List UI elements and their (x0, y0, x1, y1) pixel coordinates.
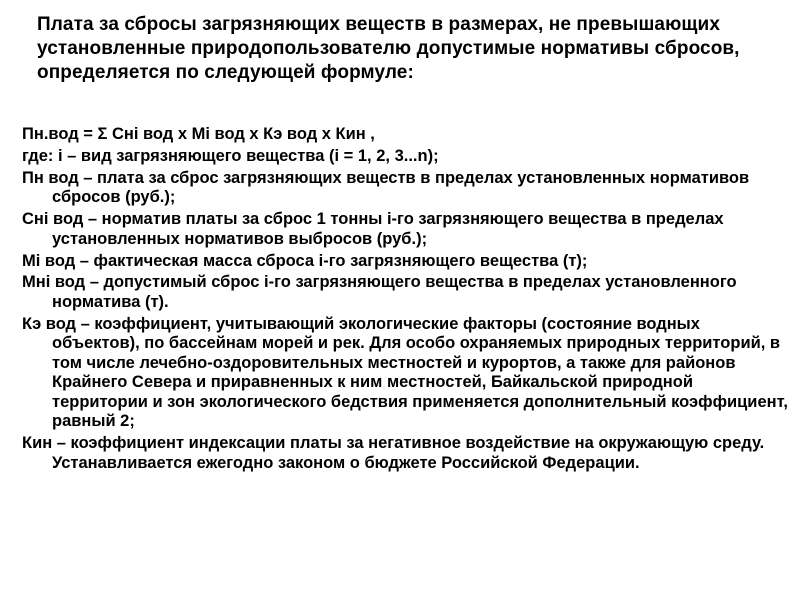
definition-mi-vod: Мi вод – фактическая масса сброса i-го загрязняющего вещества (т); (22, 251, 588, 270)
definition-pn-vod: Пн вод – плата за сброс загрязняющих веществ в пределах установленных нормативов сбросов (руб.); (22, 168, 750, 207)
index-definition: где: i – вид загрязняющего вещества (i = 1, 2, 3...n); (22, 146, 439, 165)
formula-description (22, 125, 792, 476)
definition-mni-vod: Мнi вод – допустимый сброс i-го загрязняющего вещества в пределах установленного норматива (т). (22, 273, 737, 311)
formula-line: Пн.вод = Σ Снi вод х Мi вод х Кэ вод х Кин , (22, 125, 375, 143)
definition-sni-vod: Снi вод – норматив платы за сброс 1 тонны i-го загрязняющего вещества в пределах установленных нормативов выбросов (руб.); (22, 210, 724, 248)
slide-title: Плата за сбросы загрязняющих веществ в размерах, не превышающих установленные природопользователю допустимые нормативы сбросов, определяется по следующей формуле: (37, 14, 740, 83)
definition-kin: Кин – коэффициент индексации платы за негативное воздействие на окружающую среду. Устанавливается ежегодно законом о бюджете Российской Федерации. (22, 434, 765, 472)
definition-ke-vod: Кэ вод – коэффициент, учитывающий экологические факторы (состояние водных объектов), по бассейнам морей и рек. Для особо охраняемых природных территорий, в том числе лечебно-оздоровительных местностей и курортов, а также для районов Крайнего Севера и приравненных к ним местностей, Байкальской природной территории и зон экологического бедствия применяется дополнительный коэффициент, равный 2; (22, 314, 789, 431)
